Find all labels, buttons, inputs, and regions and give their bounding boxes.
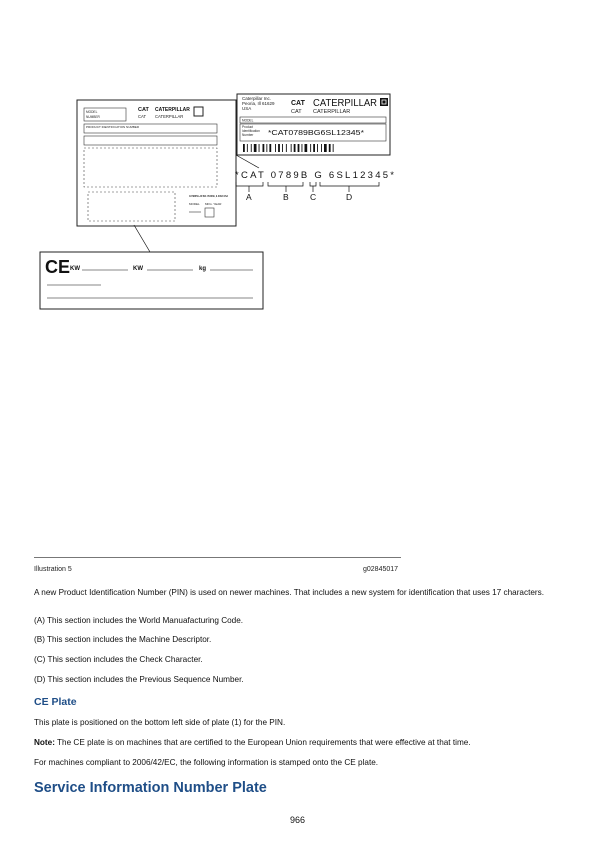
left-caterpillar-small: CATERPILLAR: [155, 114, 184, 119]
left-model-label: MODEL: [86, 110, 98, 114]
caption-divider: [34, 557, 401, 558]
left-cat-logo: CAT: [138, 107, 149, 113]
right-address-line-3: USA: [242, 106, 252, 111]
note-label: Note:: [34, 738, 55, 747]
right-cat-logo: CAT: [291, 100, 305, 107]
left-bottom-label-1: CATERPILLAR INC. PEORIA, IL 61629 USA: [189, 194, 229, 198]
ce-compliance-text: For machines compliant to 2006/42/EC, the following information is stamped onto the CE plate.: [34, 758, 379, 767]
pin-label-c: C: [310, 192, 317, 202]
right-caterpillar-small: CATERPILLAR: [313, 109, 351, 115]
ce-plate-heading: CE Plate: [34, 696, 77, 708]
ce-mark-icon: CE: [45, 257, 71, 277]
pin-plate-right: [237, 94, 390, 155]
right-pin-label-3: Number: [242, 133, 254, 137]
section-d-text: (D) This section includes the Previous Sequence Number.: [34, 675, 244, 684]
right-address-line-1: Caterpillar Inc.: [242, 96, 272, 101]
ce-kg-label: kg: [199, 266, 207, 272]
pin-breakdown-text: *CAT 0789B G 6SL12345*: [235, 170, 395, 181]
pin-callout-line: [236, 155, 259, 168]
product-plate-left: [77, 100, 236, 226]
pin-label-d: D: [346, 192, 353, 202]
left-bottom-label-2: MODEL: [189, 202, 200, 206]
left-pin-label: PRODUCT IDENTIFICATION NUMBER: [86, 125, 140, 129]
right-pin-label-2: Identification: [242, 129, 260, 133]
section-c-text: (C) This section includes the Check Character.: [34, 655, 203, 664]
section-b-text: (B) This section includes the Machine Descriptor.: [34, 635, 212, 644]
right-cat-small: CAT: [291, 109, 302, 115]
illustration-code: g02845017: [363, 566, 399, 573]
intro-paragraph: A new Product Identification Number (PIN) is used on newer machines. That includes a new system for identification that uses 17 characters.: [34, 588, 544, 597]
right-address-line-2: Peoria, Ill 61629: [242, 101, 275, 106]
pin-breakdown: [235, 170, 395, 202]
section-a-text: (A) This section includes the World Manuafacturing Code.: [34, 616, 244, 625]
left-bottom-label-3: MFG. YEAR: [205, 202, 222, 206]
ce-note-paragraph: [34, 738, 560, 749]
ce-kw-label-1: KW: [70, 266, 80, 272]
right-model-label: MODEL: [242, 118, 254, 123]
right-pin-value: *CAT0789BG6SL12345*: [268, 130, 365, 137]
ce-kw-label-2: KW: [133, 266, 143, 272]
right-plate-badge-icon: [380, 98, 388, 106]
right-pin-label-1: Product: [242, 125, 253, 129]
ce-callout-line: [134, 225, 150, 252]
ce-plate-text: This plate is positioned on the bottom left side of plate (1) for the PIN.: [34, 718, 286, 727]
page-number: 966: [289, 815, 306, 825]
pin-label-b: B: [283, 192, 289, 202]
left-caterpillar-logo: CATERPILLAR: [155, 107, 190, 113]
service-plate-heading: Service Information Number Plate: [34, 780, 267, 796]
left-cat-small: CAT: [138, 114, 147, 119]
left-serial-label: NUMBER: [86, 115, 100, 119]
illustration-caption: Illustration 5: [34, 566, 72, 573]
note-text: The CE plate is on machines that are certified to the European Union requirements that were effective at that time.: [54, 738, 471, 747]
right-caterpillar-logo: CATERPILLAR: [313, 98, 377, 109]
ce-plate: [40, 252, 263, 309]
pin-label-a: A: [246, 192, 252, 202]
